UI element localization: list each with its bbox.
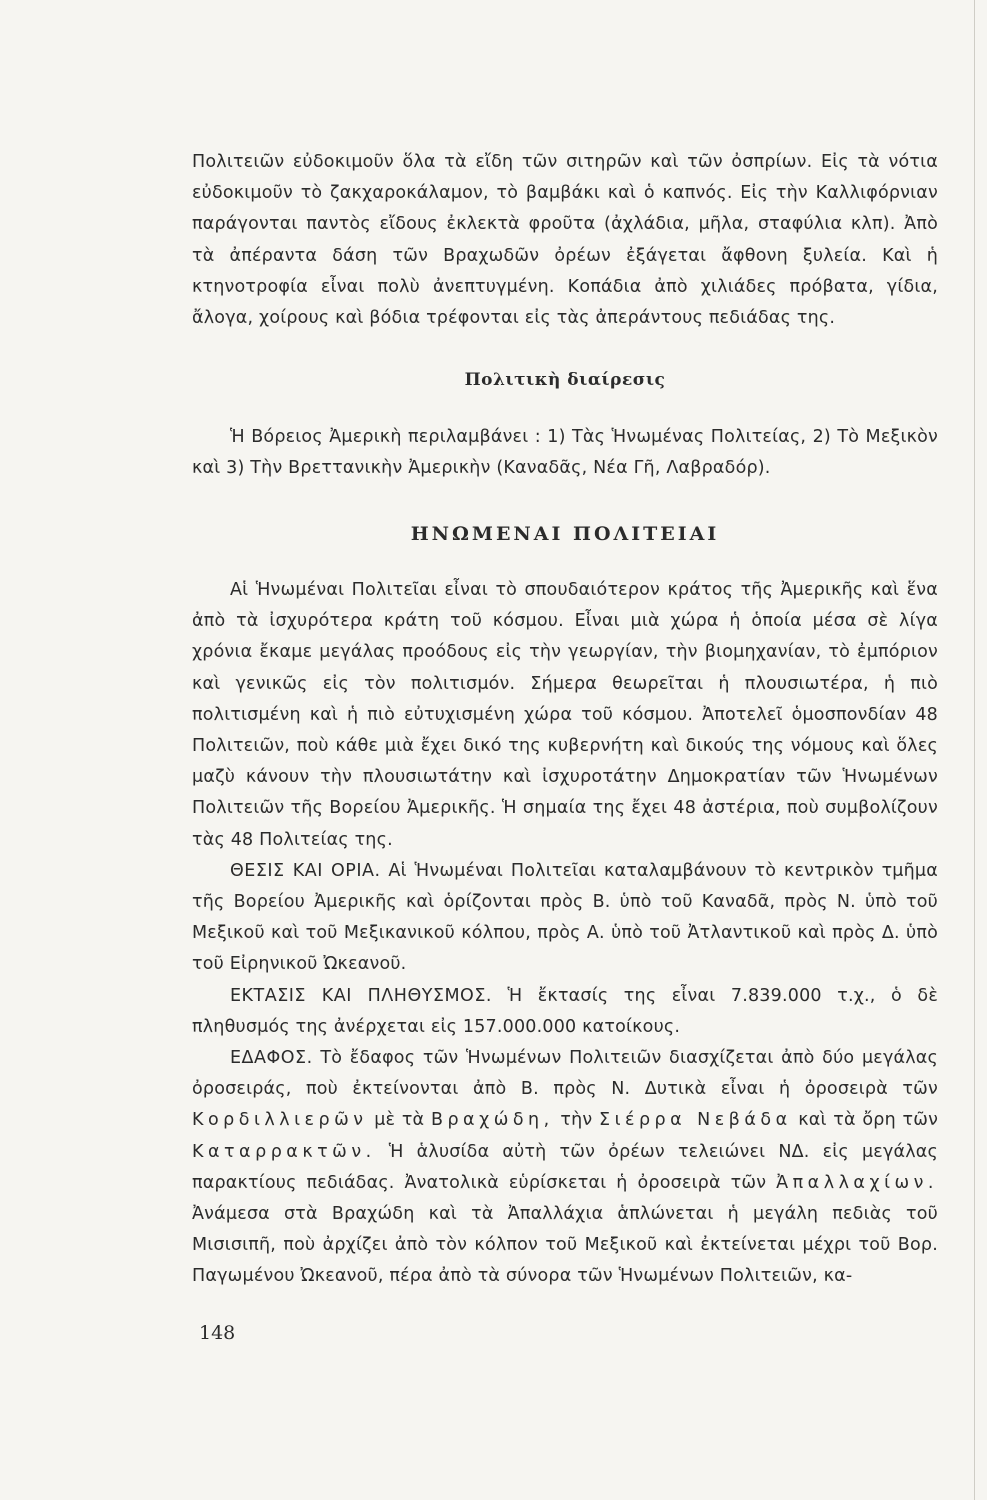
- intro-block: [192, 147, 938, 334]
- intro-paragraph: Πολιτειῶν εὐδοκιμοῦν ὅλα τὰ εἴδη τῶν σιτηρῶν καὶ τῶν ὀσπρίων. Εἰς τὰ νότια εὐδοκιμοῦν τὸ ζακχαροκάλαμον, τὸ βαμβάκι καὶ ὁ καπνός. Εἰς τὴν Καλλιφόρνιαν παράγονται παντὸς εἴδους ἐκλεκτὰ φροῦτα (ἀχλάδια, μῆλα, σταφύλια κλπ). Ἀπὸ τὰ ἀπέραντα δάση τῶν Βραχωδῶν ὀρέων ἐξάγεται ἄφθονη ξυλεία. Καὶ ἡ κτηνοτροφία εἶναι πολὺ ἀνεπτυγμένη. Κοπάδια ἀπὸ χιλιάδες πρόβατα, γίδια, ἄλογα, χοίρους καὶ βόδια τρέφονται εἰς τὰς ἀπεράντους πεδιάδας της.: [192, 152, 938, 329]
- area-title: ΕΚΤΑΣΙΣ ΚΑΙ ΠΛΗΘΥΣΜΟΣ.: [230, 985, 492, 1006]
- terrain-text-3: τὴν: [560, 1110, 593, 1131]
- terrain-text-6: Ἀνάμεσα στὰ Βραχώδη καὶ τὰ Ἀπαλλάχια ἁπλώνεται ἡ μεγάλη πεδιὰς τοῦ Μισισιπῆ, ποὺ ἀρχίζει ἀπὸ τὸν κόλπον τοῦ Μεξικοῦ καὶ ἐκτείνεται μέχρι τοῦ Βορ. Παγωμένου Ὠκεανοῦ, πέρα ἀπὸ τὰ σύνορα τῶν Ἡνωμένων Πολιτειῶν, κα-: [192, 1204, 938, 1287]
- terrain-text-4: καὶ τὰ ὄρη τῶν: [798, 1110, 939, 1131]
- division-paragraph: Ἡ Βόρειος Ἀμερικὴ περιλαμβάνει : 1) Τὰς Ἡνωμένας Πολιτείας, 2) Τὸ Μεξικὸν καὶ 3) Τὴν Βρεττανικὴν Ἀμερικὴν (Καναδᾶς, Νέα Γῆ, Λαβραδόρ).: [192, 427, 938, 479]
- position-text: Αἱ Ἡνωμέναι Πολιτεῖαι καταλαμβάνουν τὸ κεντρικὸν τμῆμα τῆς Βορείου Ἀμερικῆς καὶ ὁρίζονται πρὸς Β. ὑπὸ τοῦ Καναδᾶ, πρὸς Ν. ὑπὸ τοῦ Μεξικοῦ καὶ τοῦ Μεξικανικοῦ κόλπου, πρὸς Α. ὑπὸ τοῦ Ἀτλαντικοῦ καὶ πρὸς Δ. ὑπὸ τοῦ Εἰρηνικοῦ Ὠκεανοῦ.: [192, 860, 938, 975]
- area-text: Ἡ ἔκτασίς της εἶναι 7.839.000 τ.χ., ὁ δὲ πληθυσμός της ἀνέρχεται εἰς 157.000.000 κατοίκους.: [192, 985, 939, 1037]
- terrain-title: ΕΔΑΦΟΣ.: [230, 1048, 313, 1069]
- position-title: ΘΕΣΙΣ ΚΑΙ ΟΡΙΑ.: [230, 860, 381, 881]
- terrain-text-2: μὲ τὰ: [374, 1110, 425, 1131]
- page-number: 148: [199, 1322, 236, 1344]
- appalachians-term: Ἀπαλλαχίων.: [776, 1172, 938, 1193]
- rockies-term: Βραχώδη,: [430, 1110, 554, 1131]
- sierra-nevada-term: Σιέρρα Νεβάδα: [599, 1110, 792, 1131]
- section-heading: ΗΝΩΜΕΝΑΙ ΠΟΛΙΤΕΙΑΙ: [410, 523, 720, 545]
- division-block: [192, 422, 938, 484]
- terrain-paragraph: [192, 1043, 938, 1293]
- subheading: Πολιτικὴ διαίρεσις: [464, 370, 666, 390]
- terrain-text-1: Τὸ ἔδαφος τῶν Ἡνωμένων Πολιτειῶν διασχίζεται ἀπὸ δύο μεγάλας ὀροσειράς, ποὺ ἐκτείνονται ἀπὸ Β. πρὸς Ν. Δυτικὰ εἶναι ἡ ὀροσειρὰ τῶν: [192, 1048, 939, 1100]
- usa-paragraph: Αἱ Ἡνωμέναι Πολιτεῖαι εἶναι τὸ σπουδαιότερον κράτος τῆς Ἀμερικῆς καὶ ἕνα ἀπὸ τὰ ἰσχυρότερα κράτη τοῦ κόσμου. Εἶναι μιὰ χώρα ἡ ὁποία μέσα σὲ λίγα χρόνια ἔκαμε μεγάλας προόδους εἰς τὴν γεωργίαν, τὴν βιομηχανίαν, τὸ ἐμπόριον καὶ γενικῶς εἰς τὸν πολιτισμόν. Σήμερα θεωρεῖται ἡ πλουσιωτέρα, ἡ πιὸ πολιτισμένη καὶ ἡ πιὸ εὐτυχισμένη χώρα τοῦ κόσμου. Ἀποτελεῖ ὁμοσπονδίαν 48 Πολιτειῶν, ποὺ κάθε μιὰ ἔχει δικό της κυβερνήτη καὶ δικούς της νόμους καὶ ὅλες μαζὺ κάνουν τὴν πλουσιωτάτην καὶ ἰσχυροτάτην Δημοκρατίαν τῶν Ἡνωμένων Πολιτειῶν τῆς Βορείου Ἀμερικῆς. Ἡ σημαία της ἔχει 48 ἀστέρια, ποὺ συμβολίζουν τὰς 48 Πολιτείας της.: [192, 580, 938, 850]
- cascades-term: Καταρρακτῶν.: [192, 1141, 376, 1162]
- cordilleras-term: Κορδιλλιερῶν: [192, 1110, 368, 1131]
- area-paragraph: [192, 981, 938, 1043]
- usa-block: [192, 575, 938, 1293]
- position-paragraph: [192, 856, 938, 981]
- terrain-text-5: Ἡ ἁλυσίδα αὐτὴ τῶν ὀρέων τελειώνει ΝΔ. εἰς μεγάλας παρακτίους πεδιάδας. Ἀνατολικὰ εὑρίσκεται ἡ ὀροσειρὰ τῶν: [192, 1141, 939, 1193]
- page-edge: [974, 0, 975, 1500]
